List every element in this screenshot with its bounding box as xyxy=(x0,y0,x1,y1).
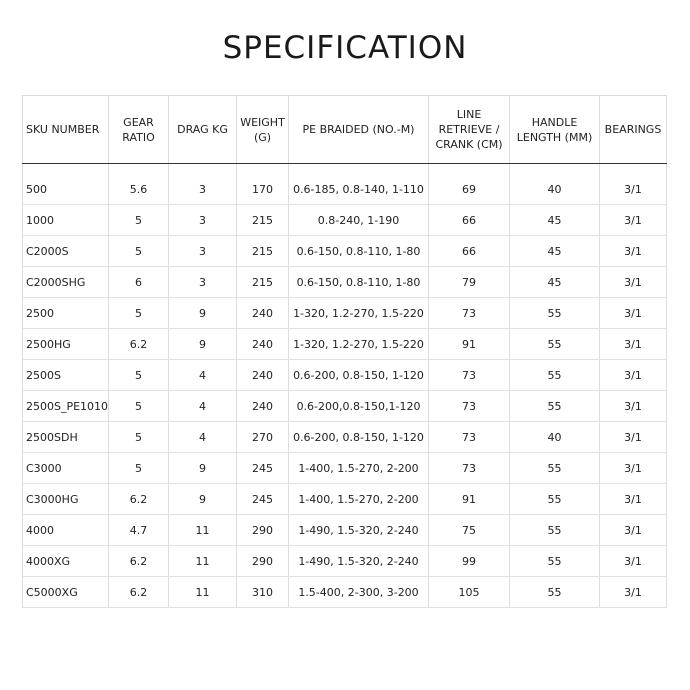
cell-weight: 310 xyxy=(237,577,289,608)
cell-gear-ratio: 4.7 xyxy=(109,515,169,546)
cell-handle-length: 55 xyxy=(510,515,600,546)
cell-pe-braided: 1-400, 1.5-270, 2-200 xyxy=(289,453,429,484)
spacer-cell xyxy=(237,164,289,175)
cell-sku-number: 1000 xyxy=(23,205,109,236)
cell-weight: 245 xyxy=(237,453,289,484)
cell-bearings: 3/1 xyxy=(600,205,667,236)
cell-pe-braided: 0.6-150, 0.8-110, 1-80 xyxy=(289,267,429,298)
cell-pe-braided: 1-320, 1.2-270, 1.5-220 xyxy=(289,329,429,360)
cell-drag-kg: 9 xyxy=(169,329,237,360)
cell-line-retrieve: 105 xyxy=(429,577,510,608)
cell-pe-braided: 1-320, 1.2-270, 1.5-220 xyxy=(289,298,429,329)
table-row xyxy=(23,174,667,205)
cell-handle-length: 40 xyxy=(510,422,600,453)
cell-drag-kg: 11 xyxy=(169,577,237,608)
table-row xyxy=(23,298,667,329)
cell-line-retrieve: 73 xyxy=(429,360,510,391)
table-row xyxy=(23,205,667,236)
table-header-row xyxy=(23,96,667,164)
cell-drag-kg: 3 xyxy=(169,205,237,236)
cell-sku-number: 2500S xyxy=(23,360,109,391)
spacer-cell xyxy=(510,164,600,175)
column-header-drag-kg: DRAG KG xyxy=(169,96,237,164)
cell-line-retrieve: 73 xyxy=(429,298,510,329)
cell-weight: 290 xyxy=(237,546,289,577)
cell-weight: 240 xyxy=(237,329,289,360)
cell-handle-length: 40 xyxy=(510,174,600,205)
cell-handle-length: 55 xyxy=(510,360,600,391)
cell-pe-braided: 1-490, 1.5-320, 2-240 xyxy=(289,515,429,546)
spacer-cell xyxy=(23,164,109,175)
column-header-pe-braided: PE BRAIDED (NO.-M) xyxy=(289,96,429,164)
cell-line-retrieve: 91 xyxy=(429,484,510,515)
cell-drag-kg: 9 xyxy=(169,453,237,484)
cell-handle-length: 55 xyxy=(510,546,600,577)
cell-drag-kg: 11 xyxy=(169,546,237,577)
cell-gear-ratio: 6.2 xyxy=(109,577,169,608)
cell-line-retrieve: 91 xyxy=(429,329,510,360)
cell-sku-number: 2500HG xyxy=(23,329,109,360)
cell-line-retrieve: 79 xyxy=(429,267,510,298)
cell-bearings: 3/1 xyxy=(600,360,667,391)
cell-pe-braided: 0.8-240, 1-190 xyxy=(289,205,429,236)
cell-bearings: 3/1 xyxy=(600,236,667,267)
column-header-handle-length: HANDLE LENGTH (MM) xyxy=(510,96,600,164)
spacer-cell xyxy=(169,164,237,175)
cell-handle-length: 55 xyxy=(510,298,600,329)
cell-bearings: 3/1 xyxy=(600,546,667,577)
table-row xyxy=(23,236,667,267)
table-row xyxy=(23,484,667,515)
spacer-cell xyxy=(600,164,667,175)
table-row xyxy=(23,360,667,391)
cell-pe-braided: 0.6-200, 0.8-150, 1-120 xyxy=(289,422,429,453)
cell-gear-ratio: 5.6 xyxy=(109,174,169,205)
cell-handle-length: 45 xyxy=(510,267,600,298)
cell-weight: 170 xyxy=(237,174,289,205)
cell-line-retrieve: 75 xyxy=(429,515,510,546)
cell-sku-number: 2500SDH xyxy=(23,422,109,453)
cell-bearings: 3/1 xyxy=(600,298,667,329)
cell-handle-length: 55 xyxy=(510,577,600,608)
cell-drag-kg: 11 xyxy=(169,515,237,546)
cell-drag-kg: 9 xyxy=(169,484,237,515)
spacer-cell xyxy=(289,164,429,175)
spacer-cell xyxy=(429,164,510,175)
cell-sku-number: 2500 xyxy=(23,298,109,329)
cell-sku-number: C3000 xyxy=(23,453,109,484)
cell-pe-braided: 0.6-200, 0.8-150, 1-120 xyxy=(289,360,429,391)
cell-weight: 240 xyxy=(237,360,289,391)
cell-bearings: 3/1 xyxy=(600,577,667,608)
cell-sku-number: C3000HG xyxy=(23,484,109,515)
column-header-weight: WEIGHT (G) xyxy=(237,96,289,164)
cell-line-retrieve: 73 xyxy=(429,453,510,484)
cell-drag-kg: 3 xyxy=(169,267,237,298)
cell-handle-length: 45 xyxy=(510,236,600,267)
table-row xyxy=(23,267,667,298)
cell-gear-ratio: 5 xyxy=(109,453,169,484)
cell-pe-braided: 1-490, 1.5-320, 2-240 xyxy=(289,546,429,577)
table-row xyxy=(23,546,667,577)
cell-weight: 215 xyxy=(237,236,289,267)
cell-weight: 240 xyxy=(237,298,289,329)
cell-line-retrieve: 66 xyxy=(429,205,510,236)
column-header-line-retrieve: LINE RETRIEVE / CRANK (CM) xyxy=(429,96,510,164)
cell-handle-length: 55 xyxy=(510,484,600,515)
cell-drag-kg: 4 xyxy=(169,391,237,422)
cell-bearings: 3/1 xyxy=(600,329,667,360)
cell-sku-number: C2000SHG xyxy=(23,267,109,298)
cell-weight: 245 xyxy=(237,484,289,515)
table-row xyxy=(23,391,667,422)
cell-weight: 270 xyxy=(237,422,289,453)
cell-drag-kg: 4 xyxy=(169,422,237,453)
page-title: SPECIFICATION xyxy=(222,30,468,66)
cell-bearings: 3/1 xyxy=(600,391,667,422)
cell-drag-kg: 4 xyxy=(169,360,237,391)
cell-bearings: 3/1 xyxy=(600,267,667,298)
table-row xyxy=(23,422,667,453)
cell-sku-number: C2000S xyxy=(23,236,109,267)
cell-gear-ratio: 5 xyxy=(109,236,169,267)
column-header-bearings: BEARINGS xyxy=(600,96,667,164)
cell-line-retrieve: 99 xyxy=(429,546,510,577)
cell-gear-ratio: 6.2 xyxy=(109,329,169,360)
cell-gear-ratio: 5 xyxy=(109,205,169,236)
cell-weight: 215 xyxy=(237,205,289,236)
cell-pe-braided: 0.6-150, 0.8-110, 1-80 xyxy=(289,236,429,267)
cell-drag-kg: 3 xyxy=(169,174,237,205)
cell-sku-number: 4000XG xyxy=(23,546,109,577)
cell-gear-ratio: 5 xyxy=(109,298,169,329)
cell-pe-braided: 1-400, 1.5-270, 2-200 xyxy=(289,484,429,515)
cell-line-retrieve: 73 xyxy=(429,391,510,422)
cell-bearings: 3/1 xyxy=(600,174,667,205)
cell-gear-ratio: 5 xyxy=(109,360,169,391)
table-row xyxy=(23,577,667,608)
cell-gear-ratio: 5 xyxy=(109,391,169,422)
cell-handle-length: 55 xyxy=(510,391,600,422)
table-row xyxy=(23,329,667,360)
cell-line-retrieve: 69 xyxy=(429,174,510,205)
cell-pe-braided: 0.6-200,0.8-150,1-120 xyxy=(289,391,429,422)
cell-handle-length: 55 xyxy=(510,453,600,484)
cell-bearings: 3/1 xyxy=(600,453,667,484)
cell-sku-number: 4000 xyxy=(23,515,109,546)
cell-weight: 240 xyxy=(237,391,289,422)
cell-bearings: 3/1 xyxy=(600,422,667,453)
cell-line-retrieve: 66 xyxy=(429,236,510,267)
cell-gear-ratio: 5 xyxy=(109,422,169,453)
specification-table xyxy=(22,95,667,608)
cell-gear-ratio: 6.2 xyxy=(109,546,169,577)
cell-sku-number: 500 xyxy=(23,174,109,205)
cell-weight: 215 xyxy=(237,267,289,298)
cell-gear-ratio: 6 xyxy=(109,267,169,298)
cell-drag-kg: 3 xyxy=(169,236,237,267)
cell-line-retrieve: 73 xyxy=(429,422,510,453)
cell-bearings: 3/1 xyxy=(600,484,667,515)
cell-sku-number: 2500S_PE1010 xyxy=(23,391,109,422)
column-header-gear-ratio: GEAR RATIO xyxy=(109,96,169,164)
cell-handle-length: 55 xyxy=(510,329,600,360)
cell-bearings: 3/1 xyxy=(600,515,667,546)
cell-weight: 290 xyxy=(237,515,289,546)
cell-gear-ratio: 6.2 xyxy=(109,484,169,515)
cell-drag-kg: 9 xyxy=(169,298,237,329)
cell-sku-number: C5000XG xyxy=(23,577,109,608)
spacer-cell xyxy=(109,164,169,175)
table-row xyxy=(23,453,667,484)
header-spacer-row xyxy=(23,164,667,175)
cell-pe-braided: 1.5-400, 2-300, 3-200 xyxy=(289,577,429,608)
column-header-sku-number: SKU NUMBER xyxy=(23,96,109,164)
table-body xyxy=(23,164,667,608)
cell-pe-braided: 0.6-185, 0.8-140, 1-110 xyxy=(289,174,429,205)
table-row xyxy=(23,515,667,546)
cell-handle-length: 45 xyxy=(510,205,600,236)
